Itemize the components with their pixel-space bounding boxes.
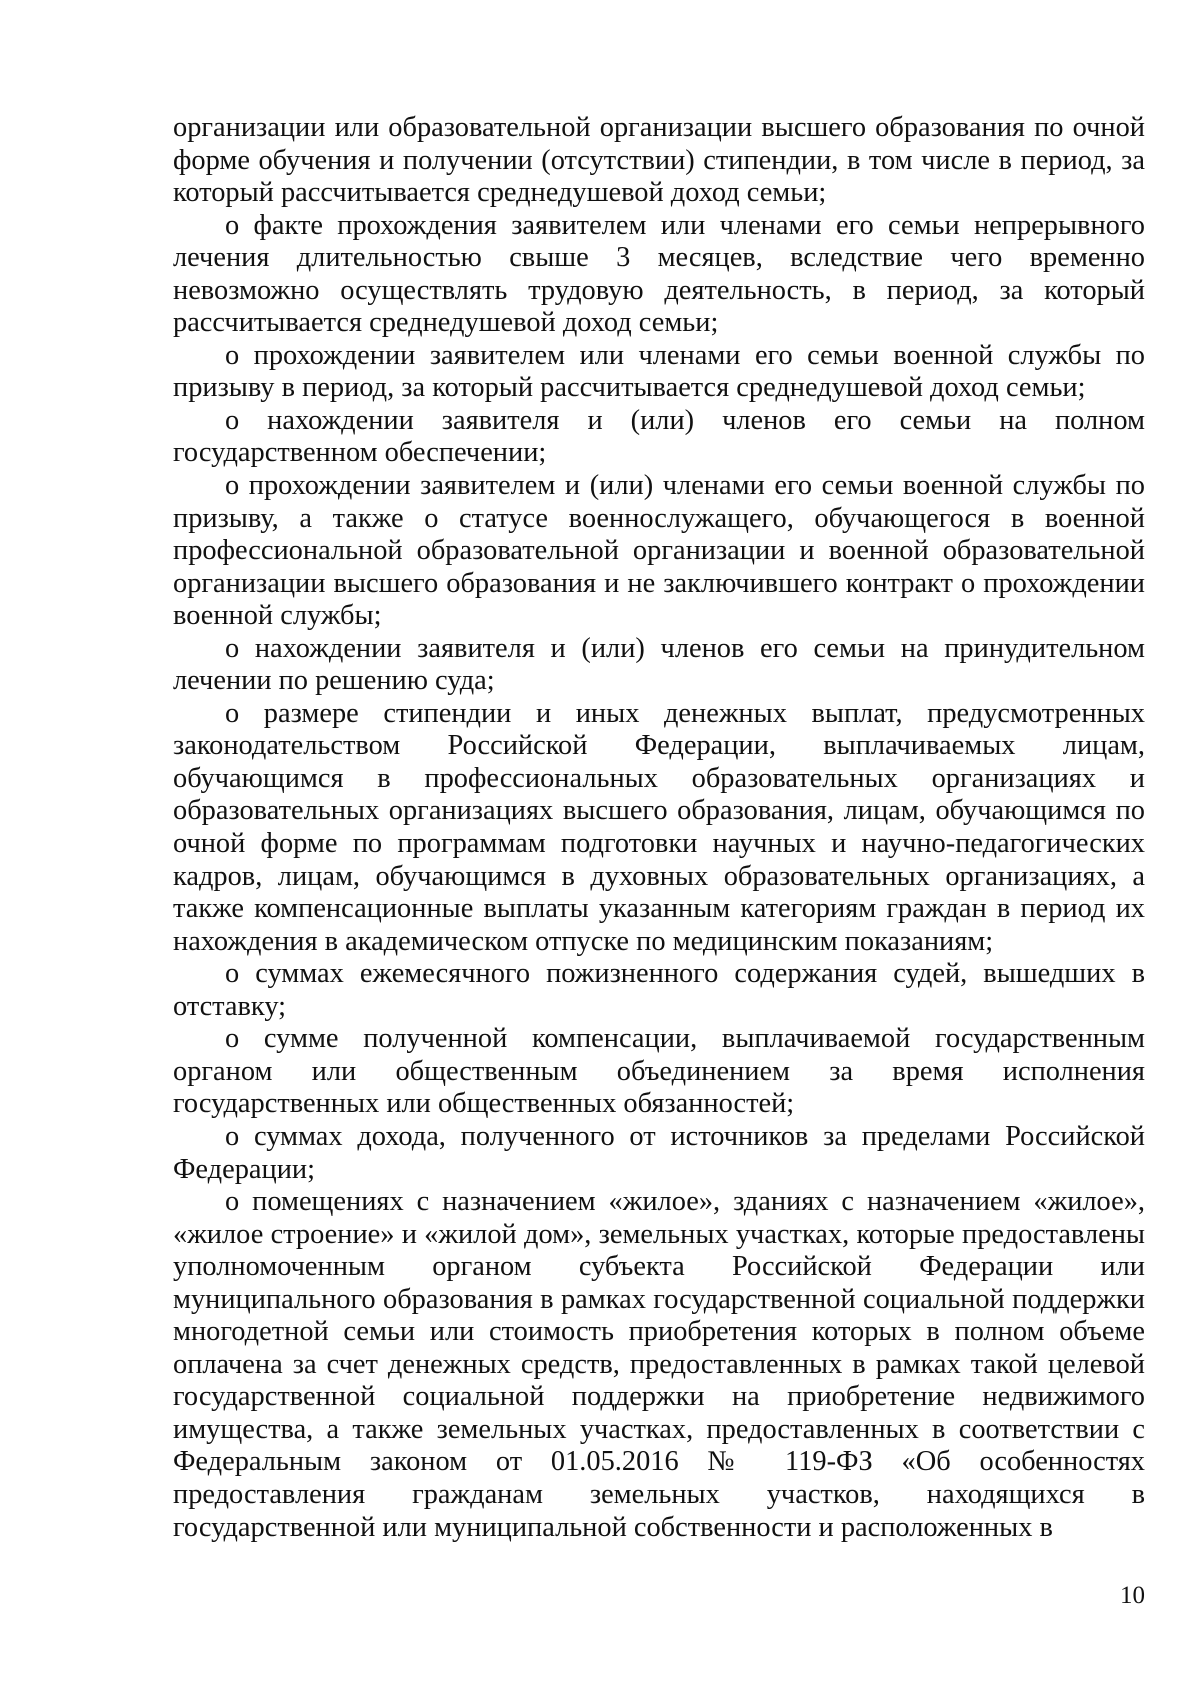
paragraph-continuation: организации или образовательной организации высшего образования по очной форме обучения и получении (отсутствии) стипендии, в том числе в период, за который рассчитывается среднедушевой доход семьи;: [173, 112, 1145, 209]
body-text: [173, 112, 1145, 1544]
paragraph-treatment: о факте прохождения заявителем или членами его семьи непрерывного лечения длительностью свыше 3 месяцев, вследствие чего временно невозможно осуществлять трудовую деятельность, в период, за который рассчитывается среднедушевой доход семьи;: [173, 209, 1145, 339]
paragraph-stipend: о размере стипендии и иных денежных выплат, предусмотренных законодательством Российской Федерации, выплачиваемых лицам, обучающимся в профессиональных образовательных организациях и образовательных организациях высшего образования, лицам, обучающимся по очной форме по программам подготовки научных и научно-педагогических кадров, лицам, обучающимся в духовных образовательных организациях, а также компенсационные выплаты указанным категориям граждан в период их нахождения в академическом отпуске по медицинским показаниям;: [173, 697, 1145, 957]
paragraph-judges-maintenance: о суммах ежемесячного пожизненного содержания судей, вышедших в отставку;: [173, 958, 1145, 1022]
paragraph-military-status: о прохождении заявителем и (или) членами его семьи военной службы по призыву, а также о статусе военнослужащего, обучающегося в военной профессиональной образовательной организации и военной образовательной организации высшего образования и не заключившего контракт о прохождении военной службы;: [173, 470, 1145, 632]
paragraph-compulsory-treatment: о нахождении заявителя и (или) членов его семьи на принудительном лечении по решению суда;: [173, 632, 1145, 697]
paragraph-compensation: о сумме полученной компенсации, выплачиваемой государственным органом или общественным объединением за время исполнения государственных или общественных обязанностей;: [173, 1023, 1145, 1120]
page-number: 10: [1120, 1582, 1145, 1609]
paragraph-military-service-period: о прохождении заявителем или членами его семьи военной службы по призыву в период, за который рассчитывается среднедушевой доход семьи;: [173, 339, 1145, 404]
paragraph-residential-property: о помещениях с назначением «жилое», зданиях с назначением «жилое», «жилое строение» и «жилой дом», земельных участках, которые предоставлены уполномоченным органом субъекта Российской Федерации или муниципального образования в рамках государственной социальной поддержки многодетной семьи или стоимость приобретения которых в полном объеме оплачена за счет денежных средств, предоставленных в рамках такой целевой государственной социальной поддержки на приобретение недвижимого имущества, а также земельных участках, предоставленных в соответствии с Федеральным законом от 01.05.2016 № 119-ФЗ «Об особенностях предоставления гражданам земельных участков, находящихся в государственной или муниципальной собственности и расположенных в: [173, 1186, 1145, 1543]
paragraph-state-support: о нахождении заявителя и (или) членов его семьи на полном государственном обеспечении;: [173, 404, 1145, 469]
paragraph-foreign-income: о суммах дохода, полученного от источников за пределами Российской Федерации;: [173, 1120, 1145, 1185]
